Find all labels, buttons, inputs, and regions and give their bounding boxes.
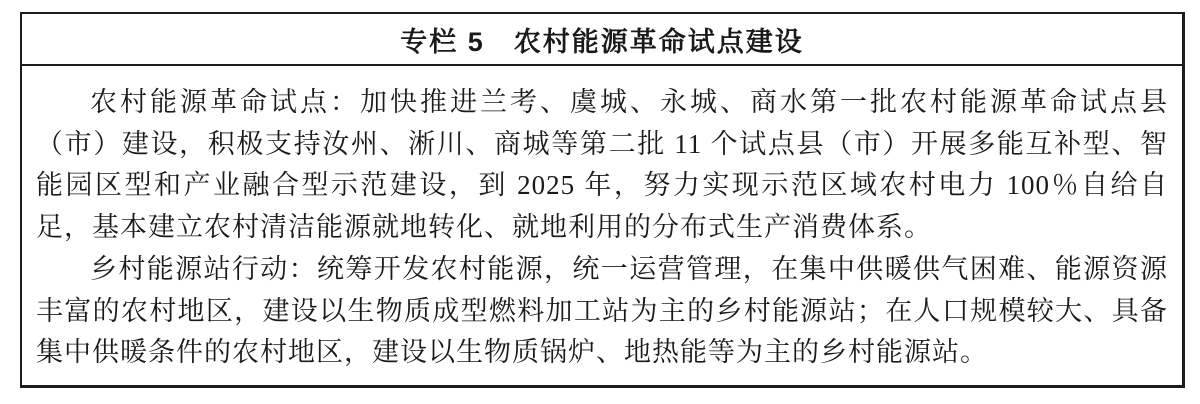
panel-header [22, 14, 1182, 66]
paragraph-village-energy-stations: 乡村能源站行动：统筹开发农村能源，统一运营管理，在集中供暖供气困难、能源资源丰富的农村地区，建设以生物质成型燃料加工站为主的乡村能源站；在人口规模较大、具备集中供暖条件的农村地区，建设以生物质锅炉、地热能等为主的乡村能源站。 [36, 253, 1168, 368]
panel-body [22, 66, 1182, 374]
paragraph-pilot-counties: 农村能源革命试点：加快推进兰考、虞城、永城、商水第一批农村能源革命试点县（市）建设，积极支持汝州、淅川、商城等第二批 11 个试点县（市）开展多能互补型、智能园区型和产业融合型示范建设，到 2025 年，努力实现示范区域农村电力 100％自给自足，基本建立农村清洁能源就地转化、就地利用的分布式生产消费体系。 [36, 87, 1168, 243]
panel-title: 专栏 5 农村能源革命试点建设 [400, 26, 804, 57]
column-panel [20, 12, 1185, 388]
